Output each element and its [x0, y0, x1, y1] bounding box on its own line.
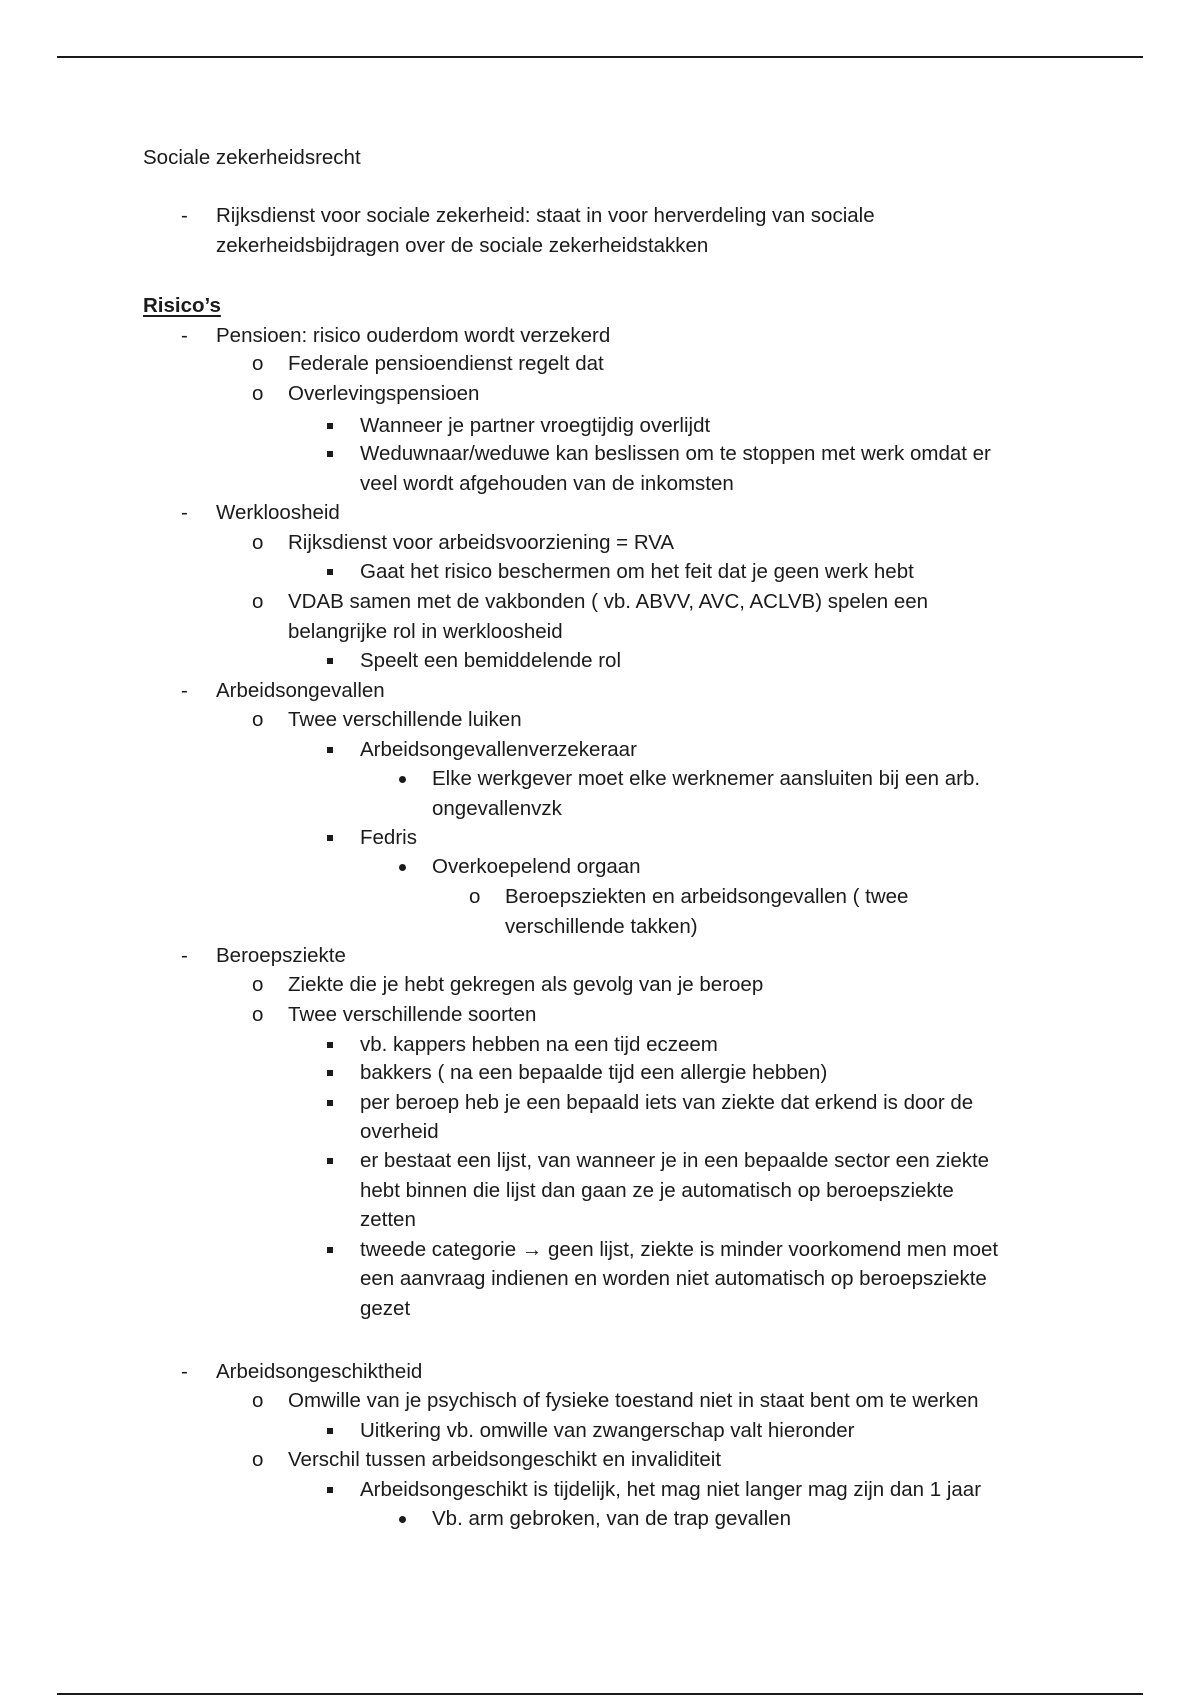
- list-item: Twee verschillende luiken: [288, 708, 522, 731]
- square-bullet: [327, 1428, 333, 1434]
- list-item: Wanneer je partner vroegtijdig overlijdt: [360, 414, 711, 437]
- dash-marker: -: [181, 324, 188, 347]
- square-bullet: [327, 1247, 333, 1253]
- list-item: belangrijke rol in werkloosheid: [288, 620, 563, 643]
- list-item: er bestaat een lijst, van wanneer je in een bepaalde sector een ziekte: [360, 1149, 990, 1172]
- list-item: Arbeidsongeschiktheid: [216, 1360, 423, 1383]
- circle-marker: o: [252, 382, 264, 405]
- list-item: tweede categorie → geen lijst, ziekte is minder voorkomend men moet: [360, 1238, 999, 1261]
- list-item: Gaat het risico beschermen om het feit dat je geen werk hebt: [360, 560, 914, 583]
- square-bullet: [327, 423, 333, 429]
- circle-marker: o: [252, 1003, 264, 1026]
- circle-marker: o: [252, 708, 264, 731]
- dash-marker: -: [181, 679, 188, 702]
- list-item: zetten: [360, 1208, 416, 1231]
- list-item: Rijksdienst voor arbeidsvoorziening = RVA: [288, 531, 675, 554]
- dash-marker: -: [181, 1360, 188, 1383]
- list-item: vb. kappers hebben na een tijd eczeem: [360, 1033, 718, 1056]
- list-item: Werkloosheid: [216, 501, 340, 524]
- list-item: Pensioen: risico ouderdom wordt verzekerd: [216, 324, 611, 347]
- circle-marker: o: [252, 1389, 264, 1412]
- document-title: Sociale zekerheidsrecht: [143, 146, 361, 169]
- list-item: Elke werkgever moet elke werknemer aansluiten bij een arb.: [432, 767, 981, 790]
- square-bullet: [327, 1070, 333, 1076]
- list-item: overheid: [360, 1120, 439, 1143]
- list-item: Ziekte die je hebt gekregen als gevolg van je beroep: [288, 973, 764, 996]
- circle-marker: o: [252, 352, 264, 375]
- list-item: Uitkering vb. omwille van zwangerschap valt hieronder: [360, 1419, 855, 1442]
- square-bullet: [327, 747, 333, 753]
- circle-marker: o: [469, 885, 481, 908]
- list-item: Overkoepelend orgaan: [432, 855, 641, 878]
- list-item: verschillende takken): [505, 915, 698, 938]
- circle-marker: o: [252, 531, 264, 554]
- list-item: Federale pensioendienst regelt dat: [288, 352, 604, 375]
- list-item: Arbeidsongevallenverzekeraar: [360, 738, 637, 761]
- circle-marker: o: [252, 1448, 264, 1471]
- section-heading: Risico’s: [143, 294, 221, 317]
- footer-rule: [57, 1693, 1143, 1695]
- list-item: Twee verschillende soorten: [288, 1003, 537, 1026]
- square-bullet: [327, 835, 333, 841]
- circle-marker: o: [252, 973, 264, 996]
- list-item: Verschil tussen arbeidsongeschikt en invaliditeit: [288, 1448, 722, 1471]
- circle-marker: o: [252, 590, 264, 613]
- dash-marker: -: [181, 204, 188, 227]
- list-item: Vb. arm gebroken, van de trap gevallen: [432, 1507, 791, 1530]
- list-item: ongevallenvzk: [432, 797, 562, 820]
- intro-line: Rijksdienst voor sociale zekerheid: staat in voor herverdeling van sociale: [216, 204, 875, 227]
- list-item: VDAB samen met de vakbonden ( vb. ABVV, AVC, ACLVB) spelen een: [288, 590, 929, 613]
- list-item: Beroepsziekte: [216, 944, 346, 967]
- list-item: bakkers ( na een bepaalde tijd een allergie hebben): [360, 1061, 828, 1084]
- list-item: veel wordt afgehouden van de inkomsten: [360, 472, 734, 495]
- list-item: hebt binnen die lijst dan gaan ze je automatisch op beroepsziekte: [360, 1179, 954, 1202]
- square-bullet: [327, 1158, 333, 1164]
- dash-marker: -: [181, 501, 188, 524]
- square-bullet: [327, 451, 333, 457]
- round-bullet: [399, 1516, 406, 1523]
- list-item: gezet: [360, 1297, 411, 1320]
- round-bullet: [399, 864, 406, 871]
- square-bullet: [327, 1487, 333, 1493]
- square-bullet: [327, 569, 333, 575]
- list-item: Beroepsziekten en arbeidsongevallen ( twee: [505, 885, 909, 908]
- list-item: Weduwnaar/weduwe kan beslissen om te stoppen met werk omdat er: [360, 442, 991, 465]
- list-item: Omwille van je psychisch of fysieke toestand niet in staat bent om te werken: [288, 1389, 979, 1412]
- list-item: Arbeidsongevallen: [216, 679, 385, 702]
- list-item: Fedris: [360, 826, 417, 849]
- list-item: een aanvraag indienen en worden niet automatisch op beroepsziekte: [360, 1267, 987, 1290]
- list-item: Arbeidsongeschikt is tijdelijk, het mag niet langer mag zijn dan 1 jaar: [360, 1478, 982, 1501]
- square-bullet: [327, 1100, 333, 1106]
- list-item: Speelt een bemiddelende rol: [360, 649, 621, 672]
- header-rule: [57, 56, 1143, 58]
- list-item: per beroep heb je een bepaald iets van ziekte dat erkend is door de: [360, 1091, 974, 1114]
- square-bullet: [327, 1042, 333, 1048]
- dash-marker: -: [181, 944, 188, 967]
- square-bullet: [327, 658, 333, 664]
- intro-line: zekerheidsbijdragen over de sociale zekerheidstakken: [216, 234, 709, 257]
- list-item: Overlevingspensioen: [288, 382, 480, 405]
- round-bullet: [399, 776, 406, 783]
